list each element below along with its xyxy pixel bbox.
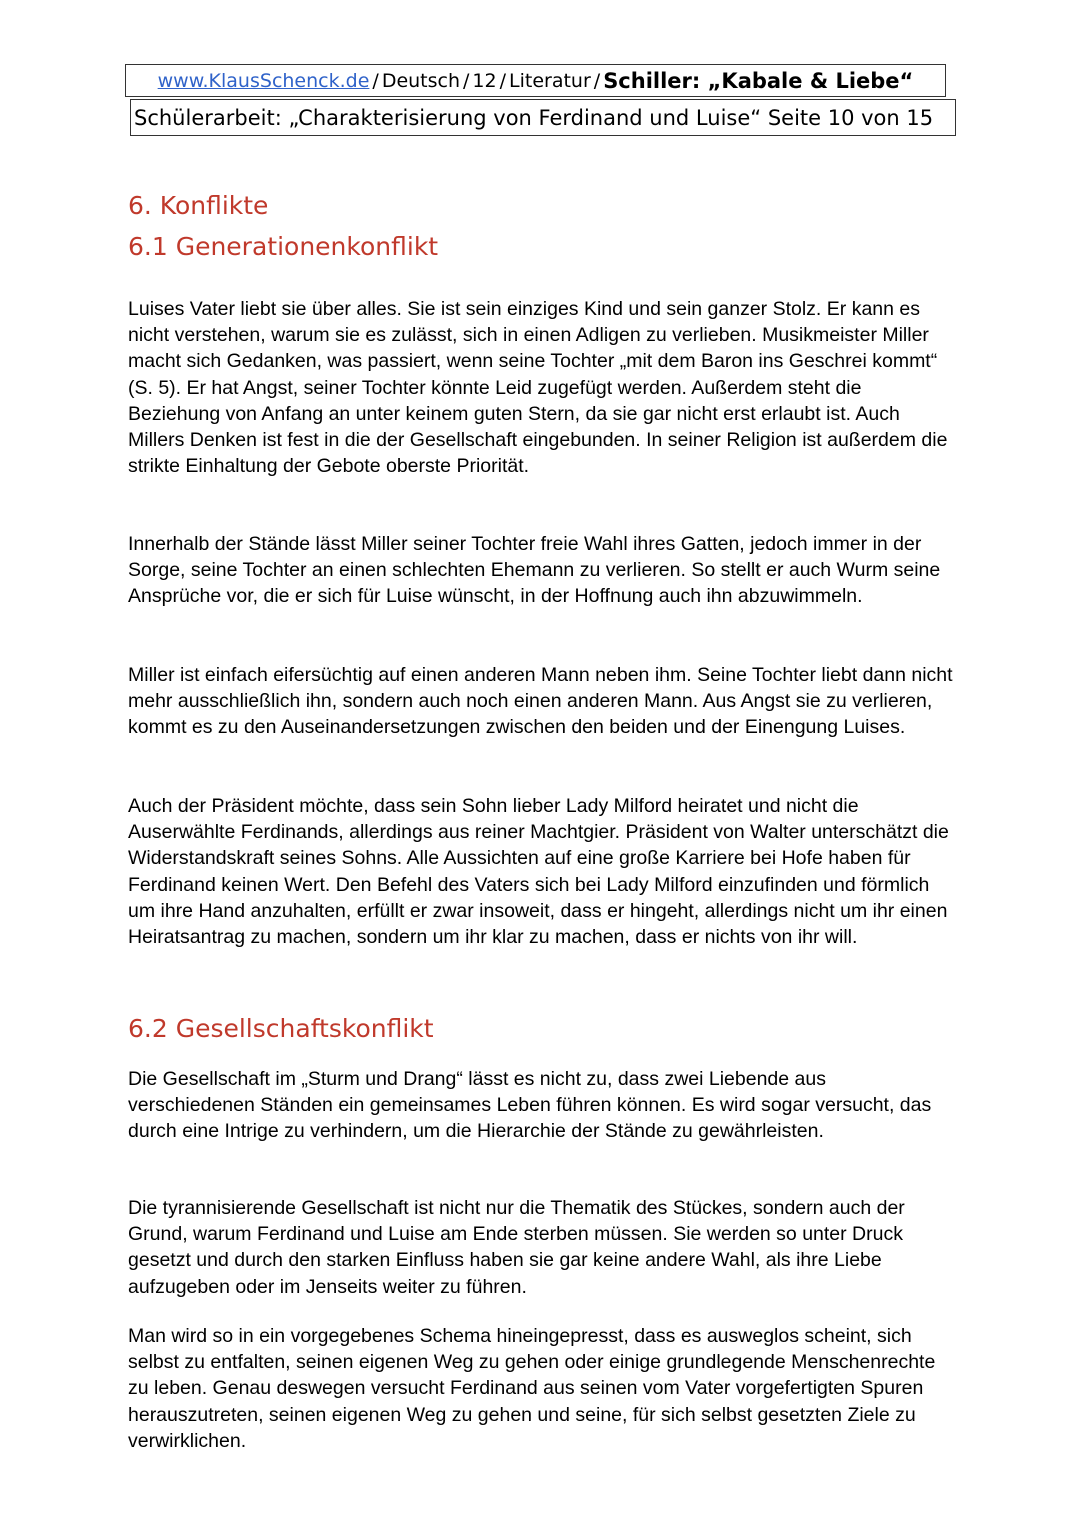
header-bar [125,64,946,97]
paragraph: Auch der Präsident möchte, dass sein Sohn lieber Lady Milford heiratet und nicht die Auserwählte Ferdinands, allerdings aus reiner Machtgier. Präsident von Walter unterschätzt die Widerstandskraft seines Sohns. Alle Aussichten auf eine große Karriere bei Hofe haben für Ferdinand keinen Wert. Den Befehl des Vaters sich bei Lady Milford einzufinden und förmlich um ihre Hand anzuhalten, erfüllt er zwar insoweit, dass er hingeht, allerdings nicht um ihr einen Heiratsantrag zu machen, sondern um ihr klar zu machen, dass er nichts von ihr will. [128,795,949,949]
paragraph: Miller ist einfach eifersüchtig auf einen anderen Mann neben ihm. Seine Tochter liebt dann nicht mehr ausschließlich ihn, sondern auch noch einen anderen Mann. Aus Angst sie zu verlieren, kommt es zu den Auseinandersetzungen zwischen den beiden und der Einengung Luises. [128,664,953,739]
header-category: Literatur [509,69,591,92]
header-separator: / [372,69,379,92]
header-grade: 12 [472,69,497,92]
paragraph: Man wird so in ein vorgegebenes Schema hineingepresst, dass es ausweglos scheint, sich selbst zu entfalten, seinen eigenen Weg zu gehen oder einige grundlegende Menschenrechte zu leben. Genau deswegen versucht Ferdinand aus seinen vom Vater vorgefertigten Spuren herauszutreten, seinen eigenen Weg zu gehen und seine, für sich selbst gesetzten Ziele zu verwirklichen. [128,1325,936,1452]
section-heading-generationenkonflikt: 6.1 Generationenkonflikt [128,232,439,261]
header-separator: / [463,69,470,92]
header-separator: / [499,69,507,92]
header-subject: Deutsch [381,69,461,92]
paragraph: Die Gesellschaft im „Sturm und Drang“ lässt es nicht zu, dass zwei Liebende aus verschiedenen Ständen ein gemeinsames Leben führen können. Es wird sogar versucht, das durch eine Intrige zu verhindern, um die Hierarchie der Stände zu gewährleisten. [128,1068,932,1143]
header-title: Schiller: „Kabale & Liebe“ [603,68,914,93]
section-heading-konflikte: 6. Konflikte [128,191,269,220]
paragraph: Luises Vater liebt sie über alles. Sie ist sein einziges Kind und sein ganzer Stolz. Er kann es nicht verstehen, warum sie es zulässt, sich in einen Adligen zu verlieben. Musikmeister Miller macht sich Gedanken, was passiert, wenn seine Tochter „mit dem Baron ins Geschrei kommt“ (S. 5). Er hat Angst, seiner Tochter könnte Leid zugefügt werden. Außerdem steht die Beziehung von Anfang an unter keinem guten Stern, da sie gar nicht erst erlaubt ist. Auch Millers Denken ist fest in die der Gesellschaft eingebunden. In seiner Religion ist außerdem die strikte Einhaltung der Gebote oberste Priorität. [128,298,948,478]
paragraph: Die tyrannisierende Gesellschaft ist nicht nur die Thematik des Stückes, sondern auch der Grund, warum Ferdinand und Luise am Ende sterben müssen. Sie werden so unter Druck gesetzt und durch den starken Einfluss haben sie gar keine andere Wahl, als ihre Liebe aufzugeben oder im Jenseits weiter zu führen. [128,1197,905,1298]
paragraph: Innerhalb der Stände lässt Miller seiner Tochter freie Wahl ihres Gatten, jedoch immer in der Sorge, seine Tochter an einen schlechten Ehemann zu verlieren. So stellt er auch Wurm seine Ansprüche vor, die er sich für Luise wünscht, in der Hoffnung auch ihn abzuwimmeln. [128,533,941,608]
section-heading-gesellschaftskonflikt: 6.2 Gesellschaftskonflikt [128,1014,434,1043]
header-separator: / [593,69,601,92]
website-link[interactable]: www.KlausSchenck.de [157,69,370,92]
header-subtitle: Schülerarbeit: „Charakterisierung von Ferdinand und Luise“ Seite 10 von 15 [130,99,956,136]
